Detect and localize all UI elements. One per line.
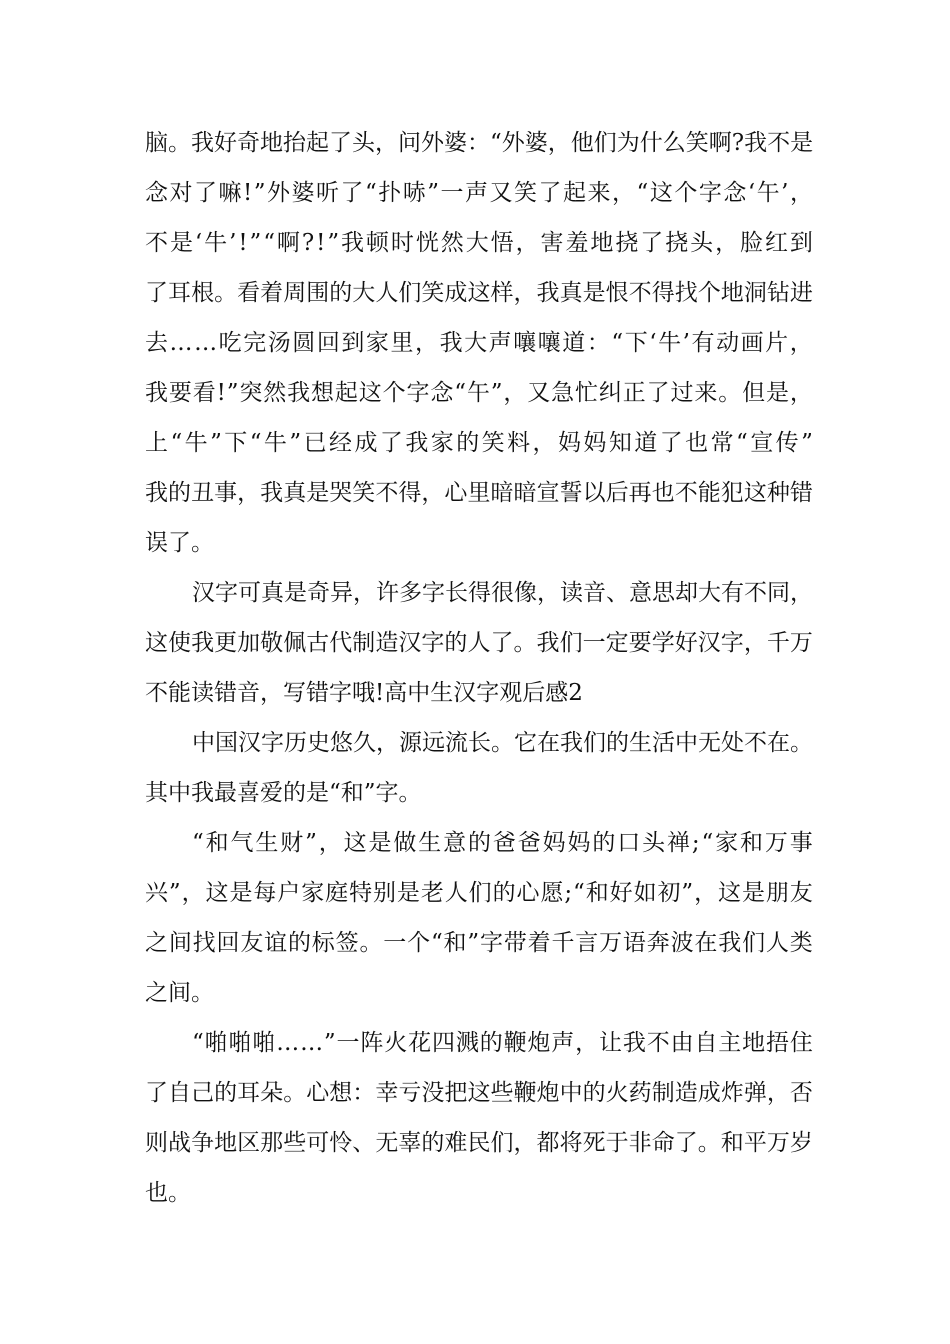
text-line: 了 耳 根 。 看 着 周 围 的 大 人 们 笑 成 这 样 ， 我 真 是 恨 不 得 找 个 地 洞 钻 进 (145, 280, 813, 306)
text-line: 也。 (145, 1180, 191, 1206)
text-line: 脑 。 我 好 奇 地 抬 起 了 头 ， 问 外 婆 ： “ 外 婆 ， 他 们 为 什 么 笑 啊 ? 我 不 是 (145, 130, 814, 156)
text-line: 了 自 己 的 耳 朵 。 心 想 ： 幸 亏 没 把 这 些 鞭 炮 中 的 火 药 制 造 成 炸 弹 ， 否 (145, 1080, 813, 1106)
text-line: 其中我最喜爱的是“和”字。 (145, 780, 422, 806)
text-line: 不 是 ‘ 牛 ’ ! ” “ 啊 ? ! ” 我 顿 时 恍 然 大 悟 ， 害 羞 地 挠 了 挠 头 ， 脸 红 到 (145, 230, 813, 256)
text-line: 不能读错音，写错字哦!高中生汉字观后感2 (145, 680, 583, 706)
text-line: 我 的 丑 事 ， 我 真 是 哭 笑 不 得 ， 心 里 暗 暗 宣 誓 以 后 再 也 不 能 犯 这 种 错 (145, 480, 813, 506)
text-line: 之 间 找 回 友 谊 的 标 签 。 一 个 “ 和 ” 字 带 着 千 言 万 语 奔 波 在 我 们 人 类 (145, 930, 813, 956)
text-line: 则 战 争 地 区 那 些 可 怜 、 无 辜 的 难 民 们 ， 都 将 死 于 非 命 了 。 和 平 万 岁 (145, 1130, 813, 1156)
text-line: 中 国 汉 字 历 史 悠 久 ， 源 远 流 长 。 它 在 我 们 的 生 活 中 无 处 不 在 。 (192, 730, 813, 756)
text-line: 这 使 我 更 加 敬 佩 古 代 制 造 汉 字 的 人 了 。 我 们 一 定 要 学 好 汉 字 ， 千 万 (145, 630, 813, 656)
text-line: 兴 ” ， 这 是 每 户 家 庭 特 别 是 老 人 们 的 心 愿 ; “ 和 好 如 初 ” ， 这 是 朋 友 (145, 880, 813, 906)
text-line: 去 … … 吃 完 汤 圆 回 到 家 里 ， 我 大 声 嚷 嚷 道 ： “ 下 ‘ 牛 ’ 有 动 画 片 ， (145, 330, 813, 356)
text-line: “ 和 气 生 财 ” ， 这 是 做 生 意 的 爸 爸 妈 妈 的 口 头 禅 ; “ 家 和 万 事 (192, 830, 813, 856)
text-line: 我 要 看 ! ” 突 然 我 想 起 这 个 字 念 “ 午 ” ， 又 急 忙 纠 正 了 过 来 。 但 是 ， (145, 380, 813, 406)
text-line: 汉 字 可 真 是 奇 异 ， 许 多 字 长 得 很 像 ， 读 音 、 意 思 却 大 有 不 同 ， (192, 580, 813, 606)
text-line: 之间。 (145, 980, 214, 1006)
text-line: 上 “ 牛 ” 下 “ 牛 ” 已 经 成 了 我 家 的 笑 料 ， 妈 妈 知 道 了 也 常 “ 宣 传 ” (145, 430, 813, 456)
text-line: 误了。 (145, 530, 214, 556)
text-line: “ 啪 啪 啪 … … ” 一 阵 火 花 四 溅 的 鞭 炮 声 ， 让 我 不 由 自 主 地 捂 住 (192, 1030, 813, 1056)
text-line: 念 对 了 嘛 ! ” 外 婆 听 了 “ 扑 哧 ” 一 声 又 笑 了 起 来 ， “ 这 个 字 念 ‘ 午 ’ ， (145, 180, 813, 206)
